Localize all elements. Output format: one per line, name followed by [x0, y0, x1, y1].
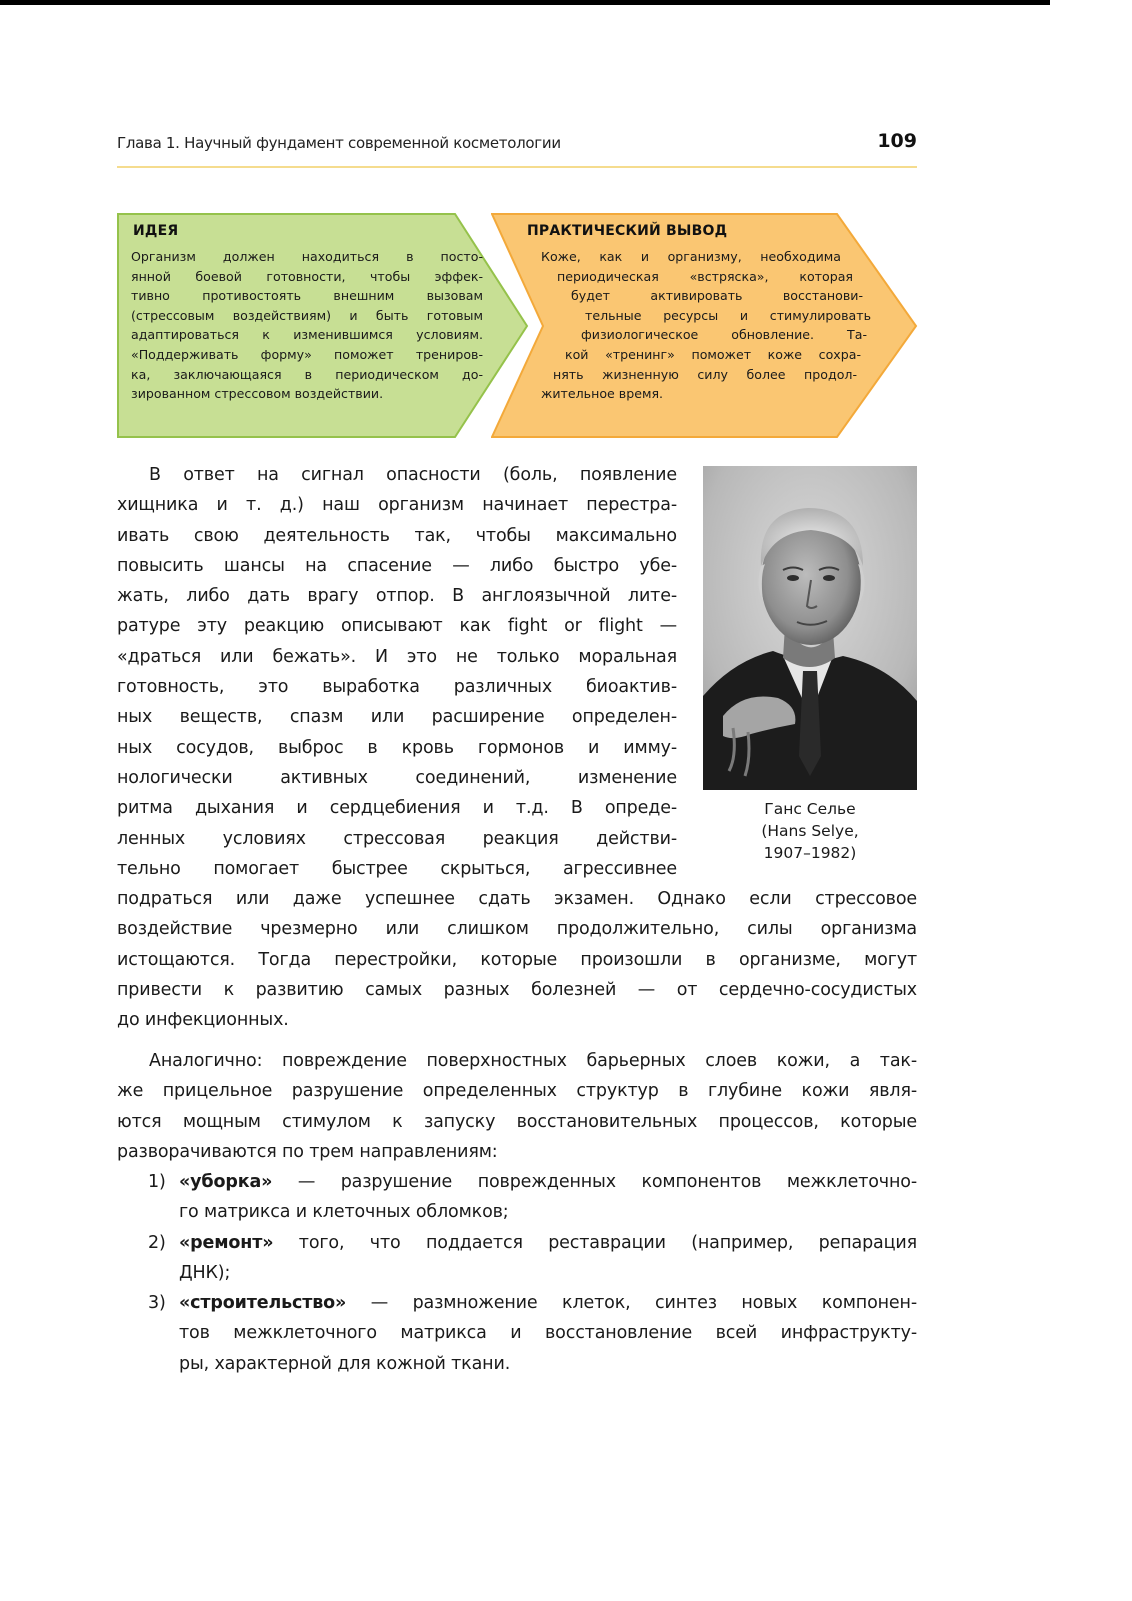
idea-callout [117, 213, 529, 439]
text-line: воздействие чрезмерно или слишком продолжительно, силы организма [117, 919, 917, 940]
practical-callout [491, 213, 918, 439]
text-line: (стрессовым воздействиям) и быть готовым [131, 307, 483, 323]
list-first-rest: — размножение клеток, синтез новых компонен- [346, 1293, 917, 1314]
list-term: «уборка» [179, 1172, 273, 1192]
practical-title: ПРАКТИЧЕСКИЙ ВЫВОД [527, 223, 728, 239]
text-line: ных сосудов, выброс в кровь гормонов и имму- [117, 737, 677, 758]
text-line: жительное время. [541, 386, 664, 402]
list-body [179, 1228, 917, 1289]
text-line: Организм должен находиться в посто- [131, 249, 483, 264]
text-line: зированном стрессовом воздействии. [131, 386, 384, 402]
list-body [179, 1167, 917, 1228]
list-continuation-line: го матрикса и клеточных обломков; [179, 1202, 509, 1223]
text-line: кой «тренинг» поможет коже сохра- [565, 346, 861, 362]
top-rule [0, 0, 1050, 5]
running-head [117, 130, 917, 158]
caption-line-1: Ганс Селье [764, 800, 856, 818]
photo-block [703, 466, 917, 864]
text-line: В ответ на сигнал опасности (боль, появление [149, 465, 677, 485]
list-body [179, 1288, 917, 1379]
list-continuation-line: ДНК); [179, 1262, 231, 1283]
list-number: 3) [148, 1293, 166, 1314]
list-first-rest: — разрушение поврежденных компонентов межклеточно- [272, 1172, 917, 1192]
list-first-line [179, 1167, 917, 1197]
text-line: тельные ресурсы и стимулировать [585, 307, 871, 323]
text-line: нять жизненную силу более продол- [553, 366, 857, 382]
text-line: «Поддерживать форму» поможет трениров- [131, 346, 483, 362]
text-line: готовность, это выработка различных биоактив- [117, 677, 677, 698]
text-line: ритма дыхания и сердцебиения и т.д. В опреде- [117, 798, 677, 819]
text-line: повысить шансы на спасение — либо быстро убе- [117, 555, 677, 576]
paragraph-1-wide [117, 884, 917, 1035]
text-line: ка, заключающаяся в периодическом до- [131, 366, 483, 382]
list-first-line [179, 1288, 917, 1318]
list-item [117, 1228, 917, 1289]
page-number: 109 [877, 130, 917, 152]
text-line: ются мощным стимулом к запуску восстановительных процессов, которые [117, 1111, 917, 1132]
list-item [117, 1288, 917, 1379]
text-line: тивно противостоять внешним вызовам [131, 288, 483, 304]
text-line: Аналогично: повреждение поверхностных барьерных слоев кожи, а так- [149, 1051, 917, 1071]
text-line: истощаются. Тогда перестройки, которые произошли в организме, могут [117, 949, 917, 970]
list-continuation-line: тов межклеточного матрикса и восстановление всей инфраструкту- [179, 1323, 917, 1344]
text-line: разворачиваются по трем направлениям: [117, 1141, 498, 1162]
list-first-line [179, 1228, 917, 1258]
practical-text [491, 247, 871, 404]
numbered-list [117, 1167, 917, 1379]
list-term: «строительство» [179, 1293, 347, 1314]
text-line: периодическая «встряска», которая [557, 268, 853, 284]
text-line: будет активировать восстанови- [571, 288, 863, 304]
text-line: привести к развитию самых разных болезней — от сердечно-сосудистых [117, 980, 917, 1001]
list-first-rest: того, что поддается реставрации (например, репарация [273, 1232, 917, 1253]
text-line: ратуре эту реакцию описывают как fight or flight — [117, 616, 677, 637]
header-rule [117, 166, 917, 168]
text-line: хищника и т. д.) наш организм начинает перестра- [117, 495, 677, 516]
running-title: Глава 1. Научный фундамент современной косметологии [117, 134, 561, 152]
idea-title: ИДЕЯ [133, 223, 179, 239]
paragraph-1-narrow [117, 460, 677, 884]
text-line: до инфекционных. [117, 1010, 289, 1031]
list-continuation-line: ры, характерной для кожной ткани. [179, 1353, 511, 1374]
text-line: янной боевой готовности, чтобы эффек- [131, 268, 483, 284]
text-line: «драться или бежать». И это не только моральная [117, 646, 677, 667]
text-line: адаптироваться к изменившимся условиям. [131, 327, 483, 343]
text-line: жать, либо дать врагу отпор. В англоязычной лите- [117, 586, 677, 607]
list-item [117, 1167, 917, 1228]
caption-line-2: (Hans Selye, [761, 822, 859, 840]
caption-line-3: 1907–1982) [763, 844, 857, 862]
idea-text [131, 247, 483, 404]
text-line: физиологическое обновление. Та- [581, 327, 867, 343]
list-number: 2) [148, 1232, 166, 1253]
text-line: тельно помогает быстрее скрыться, агрессивнее [117, 858, 677, 879]
list-term: «ремонт» [179, 1232, 274, 1253]
text-line: Коже, как и организму, необходима [541, 249, 841, 264]
text-line: ленных условиях стрессовая реакция действи- [117, 828, 677, 849]
text-line: ивать свою деятельность так, чтобы максимально [117, 525, 677, 546]
list-number: 1) [148, 1172, 166, 1192]
photo-caption [703, 798, 917, 864]
text-line: же прицельное разрушение определенных структур в глубине кожи явля- [117, 1081, 917, 1102]
paragraph-2 [117, 1046, 917, 1167]
portrait-photo [703, 466, 917, 790]
text-line: ных веществ, спазм или расширение определен- [117, 707, 677, 728]
text-line: подраться или даже успешнее сдать экзамен. Однако если стрессовое [117, 889, 917, 910]
text-line: нологически активных соединений, изменение [117, 767, 677, 788]
